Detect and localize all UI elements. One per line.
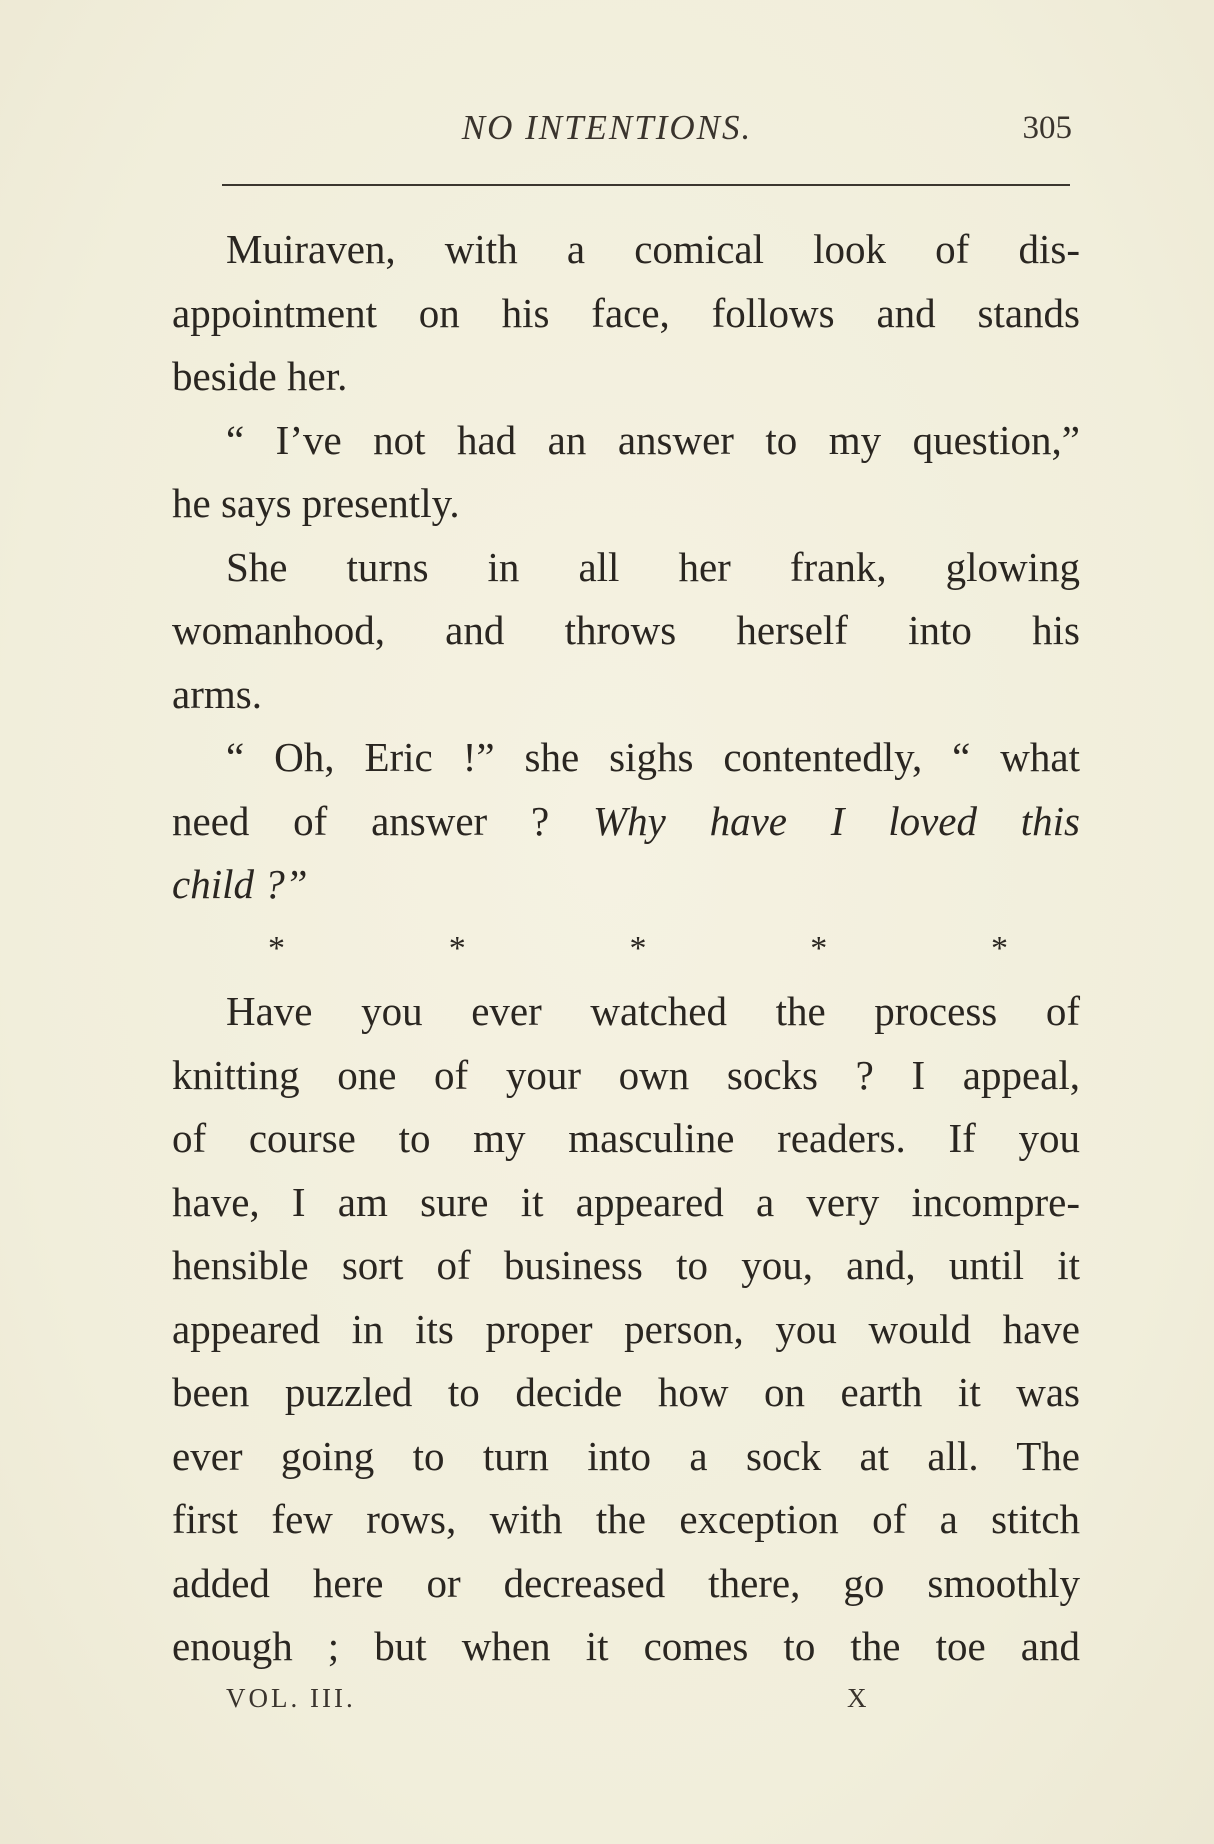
text-line: Muiraven, with a comical look of dis- [226, 226, 1080, 272]
text-line-mixed [172, 790, 1080, 854]
asterisk: * [810, 929, 828, 967]
asterisk: * [268, 929, 285, 967]
text-line: appointment on his face, follows and stands [172, 289, 1080, 336]
text-line: arms. [172, 670, 262, 717]
text-line: appeared in its proper person, you would have [172, 1305, 1080, 1352]
text-line: Have you ever watched the process of [226, 988, 1080, 1034]
italic-segment: Why have I loved this [592, 797, 1080, 844]
asterisk: * [629, 929, 647, 967]
running-title: NO INTENTIONS. [461, 108, 753, 147]
text-line: womanhood, and throws herself into his [172, 607, 1080, 653]
text-line: “ Oh, Eric !” she sighs contentedly, “ what [226, 734, 1080, 780]
body-text [172, 218, 1080, 1679]
text-line: enough ; but when it comes to the toe and [172, 1623, 1080, 1669]
text-line: added here or decreased there, go smoothly [172, 1559, 1080, 1606]
text-line: She turns in all her frank, glowing [226, 543, 1080, 590]
text-line: hensible sort of business to you, and, until it [172, 1242, 1080, 1288]
asterisk: * [991, 929, 1008, 967]
text-line: been puzzled to decide how on earth it was [172, 1369, 1080, 1415]
section-break [172, 917, 1080, 981]
signature-mark: X [847, 1683, 870, 1713]
page-number: 305 [1022, 110, 1072, 146]
text-line: have, I am sure it appeared a very incompre- [172, 1178, 1080, 1225]
header-rule [222, 184, 1070, 186]
text-line: he says presently. [172, 480, 460, 526]
text-line: ever going to turn into a sock at all. The [172, 1432, 1080, 1479]
volume-label: VOL. III. [226, 1683, 356, 1713]
text-line: of course to my masculine readers. If you [172, 1115, 1080, 1161]
text-line: knitting one of your own socks ? I appeal, [172, 1051, 1080, 1098]
text-line: child ?” [172, 861, 308, 907]
text-line: “ I’ve not had an answer to my question,” [226, 416, 1080, 463]
text-segment: need of answer ? [172, 797, 550, 844]
text-line: beside her. [172, 353, 348, 399]
running-head [0, 108, 1214, 158]
asterisk: * [448, 929, 466, 967]
page-footer [0, 1683, 1214, 1723]
text-line: first few rows, with the exception of a stitch [172, 1496, 1080, 1542]
